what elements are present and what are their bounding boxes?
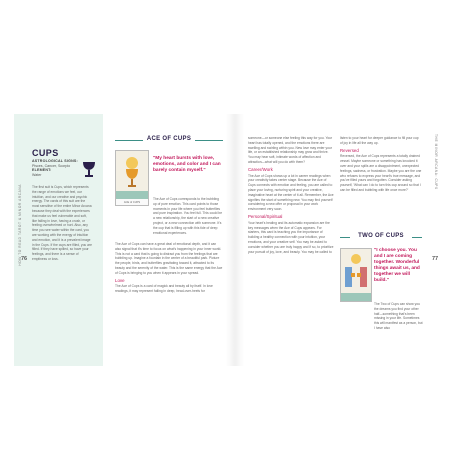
two-body — [374, 302, 424, 334]
love-continued-paragraph: someone—or someone else feeling this way for you. Your heart has totally opened, and the emotions there are swelling and swirling within you. New love may enter your life, or an established relationship may grow and thrive. You may hear soft, intimate words of affection and attraction—what will you do with them? — [248, 136, 333, 164]
career-paragraph: The Ace of Cups shows up a lot in career readings when your creativity takes center stage. Because the Ace of Cups connects with emotion and feeling, you are called to place your loving, nurturing spirit and your creative, imaginative heart at the center of it all. Remember, the Ace signifies the start of something new. You may find yourself considering a new offer or proposal in your work environment very soon. — [248, 173, 334, 212]
astrological-signs-label: ASTROLOGICAL SIGNS: — [32, 159, 78, 163]
astrological-signs: Pisces, Cancer, Scorpio — [32, 163, 71, 168]
ace-intro — [153, 197, 223, 238]
reversed-paragraph: Reversed, the Ace of Cups represents a totally drained vessel. Maybe someone or something has knocked it over and your spills are a disappointment, unexpected feelings, sadness, or frustration. Maybe you are the one who refuses to express your heart's true message, and you've filled yours and forgotten. Consider asking yourself, 'What can I do to turn this cup around so that I can be filled and bubbling with life once more?' — [340, 154, 422, 192]
book-spread — [14, 114, 442, 366]
two-paragraph-1: The Two of Cups can show you the dreams you find your other half—something that's been missing in your life. Sometimes this will manifest as a person, but I have also — [374, 302, 423, 330]
element-label: ELEMENT: — [32, 168, 52, 173]
ace-heading: ACE OF CUPS — [146, 136, 192, 142]
two-heading-rule-right — [412, 237, 422, 238]
heading-rule-right — [195, 140, 223, 141]
right-page-number: 77 — [432, 256, 439, 262]
ace-of-cups-card — [115, 150, 149, 206]
cups-intro-text: The first suit is Cups, which represents the range of emotions we feel, our intuition, and our creative and psychic energy. The cards of this suit are the most sensitive of the entire Minor Arcana because they deal with the experiences that make us feel vulnerable and soft, like falling in love, having a crush, or feeling overwhelmed or hurt. Also, any time you see water within the card, you are working with the energy of intuition and emotion, and it is a prevalent image in the Cups. If the cups are filled, you are filled. If they have spilled, so have your feelings, and there is a sense of emptiness or loss. — [32, 185, 92, 261]
two-card-art-icon — [341, 249, 371, 301]
personal-paragraph: Your heart's healing and its automatic expansion are the key messages when the Ace of Cups appears. For starters, this card is teaching you the importance of building a healthy connection with your intuition, your emotions, and your creative self. You may be asked to consider whether you are truly happy and if so, to prioritize your pursuit of joy, love, and beauty. You may be called to — [248, 220, 334, 254]
two-of-cups-card — [340, 248, 372, 302]
personal-heading: Personal/Spiritual — [248, 213, 283, 219]
left-page-number: 76 — [21, 256, 28, 262]
right-column-2 — [340, 136, 422, 196]
ace-paragraph-2: The Ace of Cups can have a great deal of emotional depth, and it can also signal that it's time to focus on what's happening in your inner world. This is not a card that is going to distract you from the feelings that are bubbling up. Imagine a fountain in the center of a beautiful park. Picture the people, birds, and butterflies gravitating toward it, attracted to its beauty and the serenity of the water. This is the same energy that the Ace of Cups is bringing to you when it appears in your spread. — [115, 242, 223, 275]
right-running-head: THE MINOR ARCANA: CUPS — [434, 134, 438, 190]
love-paragraph: The Ace of Cups is a card of magick and beauty all by itself. In love readings, it may represent falling in deep, head-over-heels for — [115, 284, 213, 294]
cups-sidebar — [14, 114, 103, 366]
reversed-heading: Reversed — [340, 147, 359, 153]
two-quote: "I choose you. You and I are coming together. Wonderful things await us, and together we will build." — [374, 248, 420, 283]
suit-title: CUPS — [32, 148, 59, 158]
ace-body — [115, 242, 223, 297]
two-heading: TWO OF CUPS — [358, 233, 404, 239]
chalice-icon — [82, 161, 96, 179]
ace-card-label: ACE of CUPS — [123, 201, 141, 204]
ace-quote: "My heart bursts with love, emotions, and color and I can barely contain myself." — [153, 156, 221, 173]
left-running-head: HOW TO READ TAROT & MINOR ARCANA — [18, 184, 22, 266]
career-heading: Career/Work — [248, 166, 273, 172]
personal-continued-paragraph: listen to your heart for deeper guidance to fill your cup of joy in life all the way up. — [340, 136, 419, 145]
ace-paragraph-1: The Ace of Cups corresponds to the bubbling up of pure emotion. This card points to those moments in your life where you feel butterflies and pure inspiration. You feel full. This could be a new relationship, the start of a new creative project, or a new connection with someone. It's the cup that is filling up with this tide of deep emotional experiences. — [153, 197, 223, 235]
right-column-1 — [248, 136, 334, 257]
astrological-info — [32, 159, 78, 177]
book-gutter — [226, 114, 244, 366]
love-heading: Love — [115, 277, 125, 283]
ace-card-art-icon — [116, 151, 148, 199]
element-value: Water — [32, 172, 42, 177]
